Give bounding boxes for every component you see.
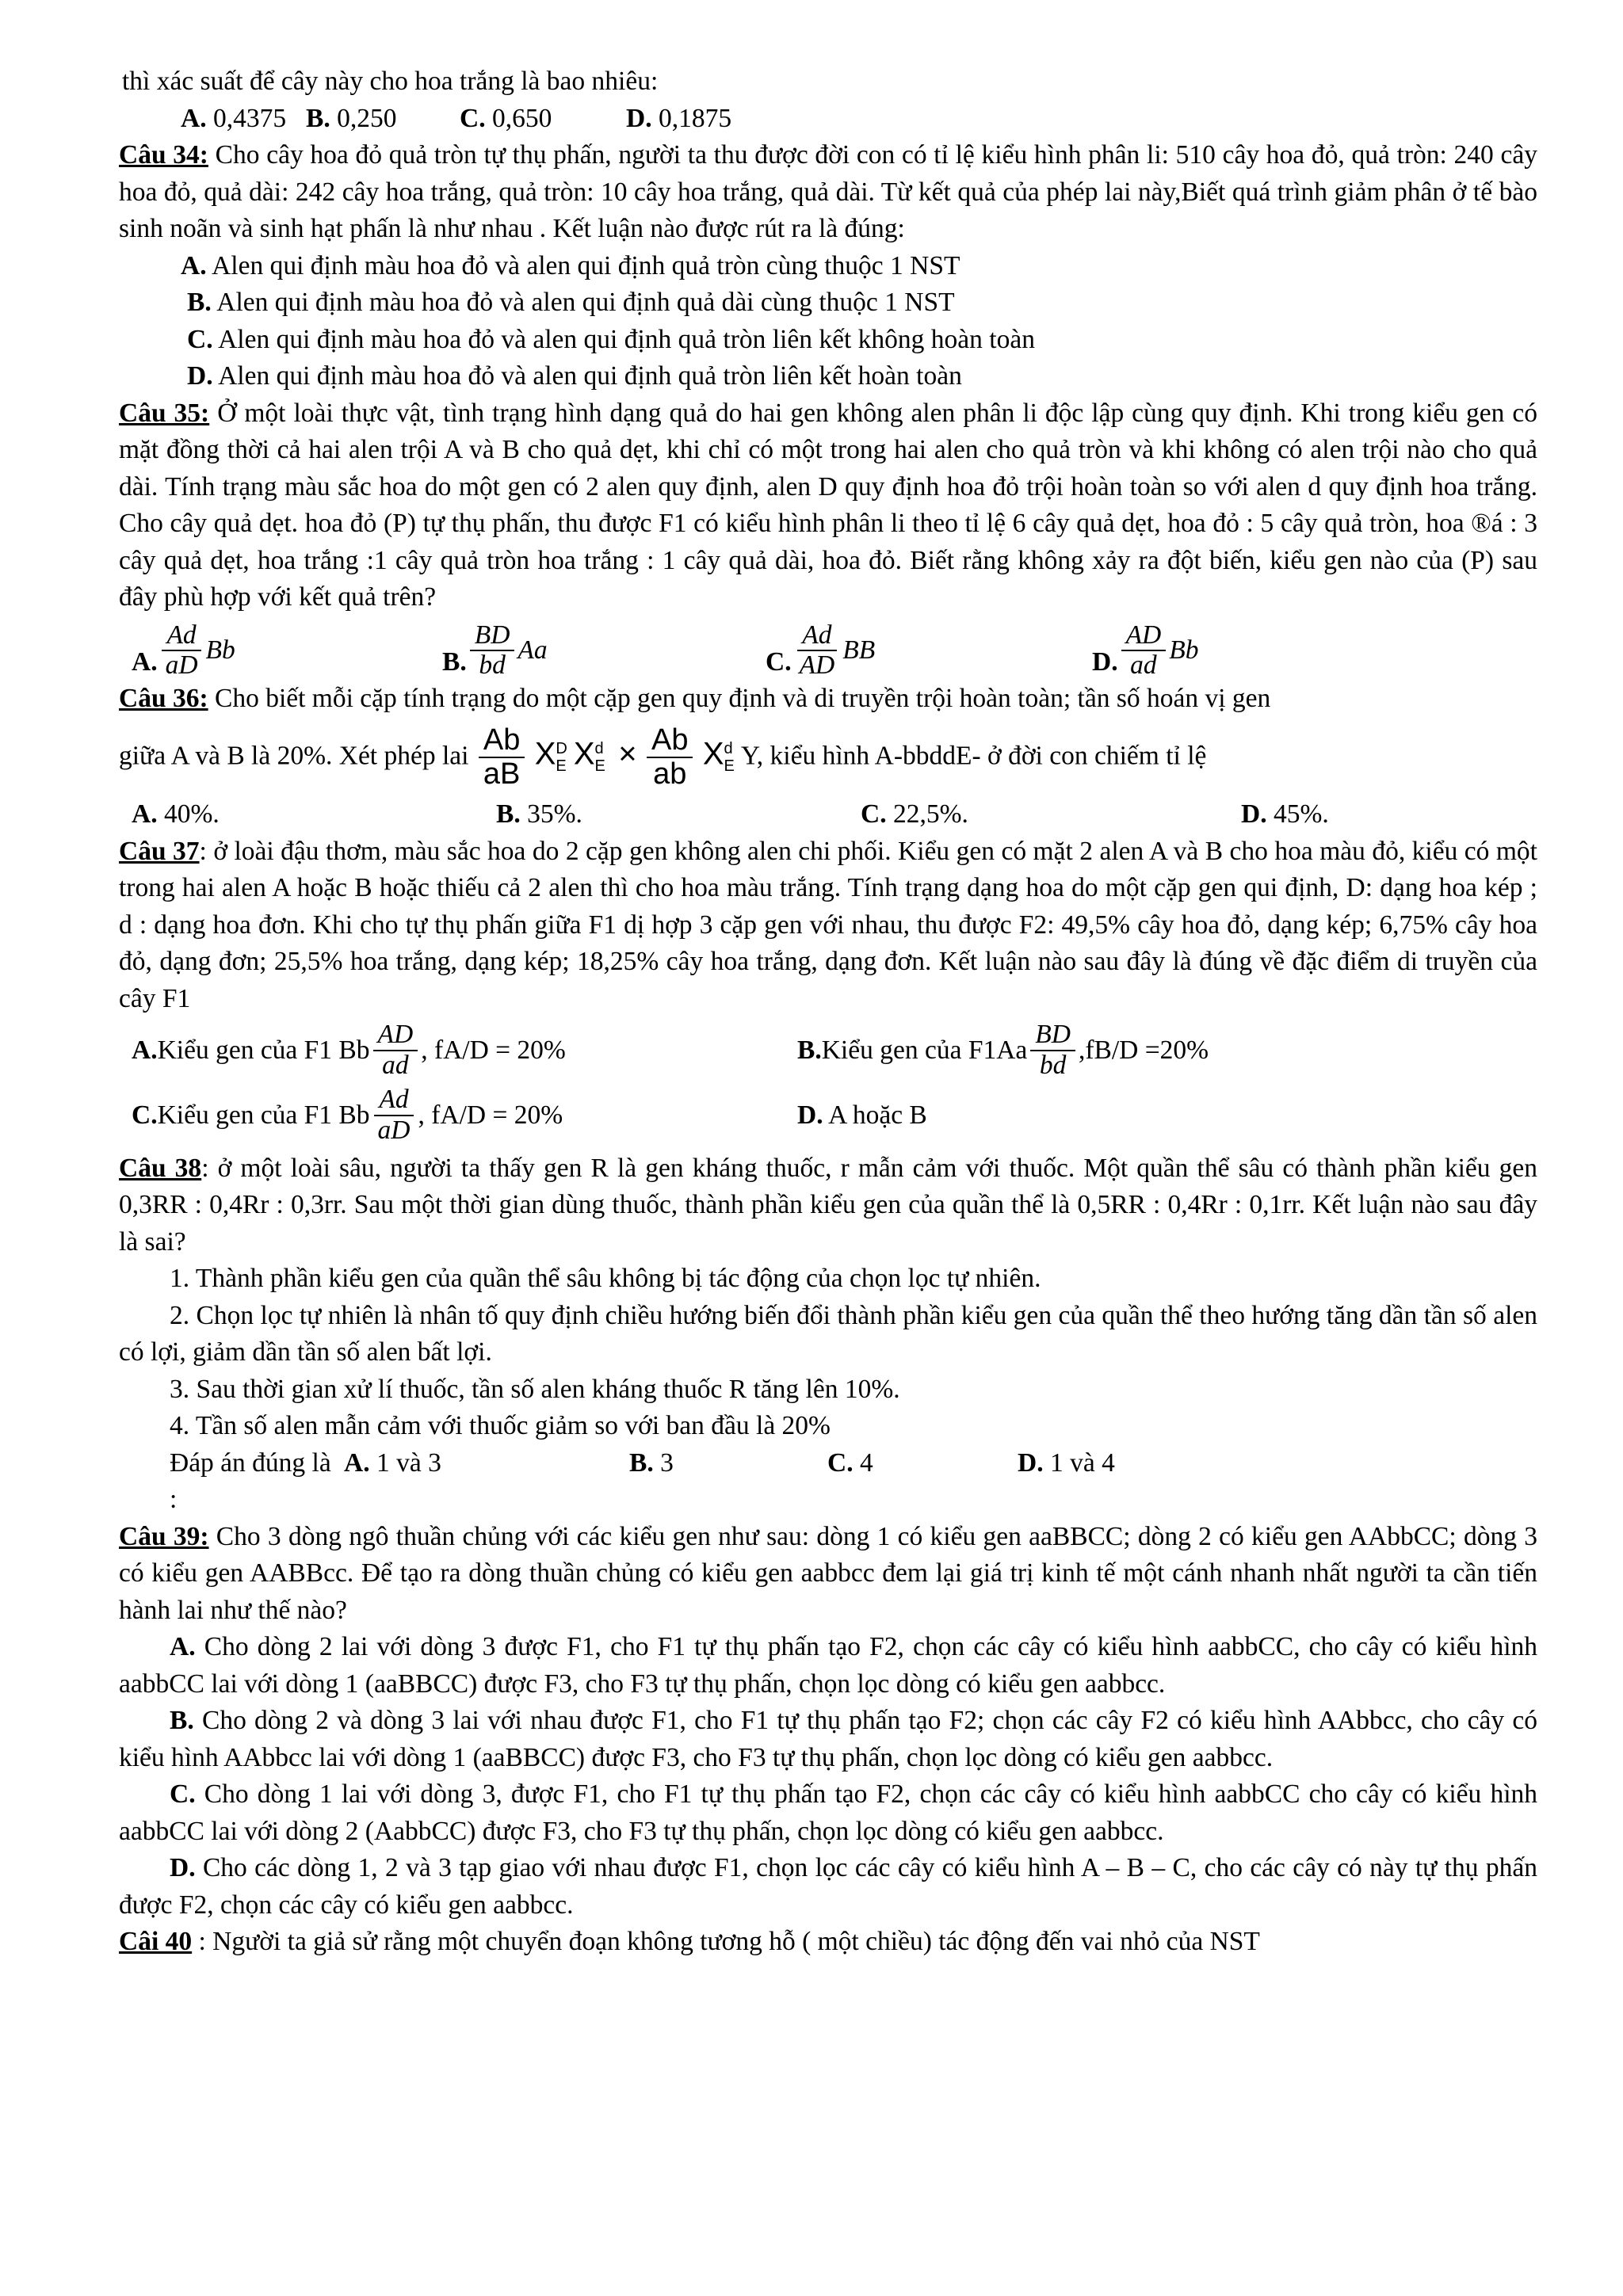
q34-option-d: D. Alen qui định màu hoa đỏ và alen qui định quả tròn liên kết hoàn toàn bbox=[187, 361, 962, 391]
q36-stem: Câu 36: Cho biết mỗi cặp tính trạng do một cặp gen quy định và di truyền trội hoàn toàn; tần số hoán vị gen bbox=[119, 684, 1271, 714]
genotype-fraction: $\frac{BD}{bd}$ bbox=[470, 621, 515, 681]
q34-stem: Câu 34: Cho cây hoa đỏ quả tròn tự thụ phấn, người ta thu được đời con có tỉ lệ kiểu hình phân li: 510 cây hoa đỏ, quả tròn: 240 cây hoa đỏ, quả dài: 242 cây hoa trắng, quả tròn: 10 cây hoa trắng, quả dài. Từ kết quả của phép lai này,Biết quá trình giảm phân ở tế bào sinh noãn và sinh hạt phấn là như nhau . Kết luận nào được rút ra là đúng: bbox=[119, 140, 1538, 243]
q37-stem: Câu 37: ở loài đậu thơm, màu sắc hoa do 2 cặp gen không alen chi phối. Kiểu gen có mặt 2 alen A và B cho hoa màu đỏ, kiểu có một trong hai alen A hoặc B hoặc thiếu cả 2 alen thì cho hoa màu trắng. Tính trạng dạng hoa do một cặp gen qui định, D: dạng hoa kép ; d : dạng hoa đơn. Khi cho tự thụ phấn giữa F1 dị hợp 3 cặp gen với nhau, thu được F2: 49,5% cây hoa đỏ, dạng kép; 6,75% cây hoa đỏ, dạng đơn; 25,5% hoa trắng, dạng kép; 18,25% cây hoa trắng, dạng đơn. Kết luận nào sau đây là đúng về đặc điểm di truyền của cây F1 bbox=[119, 836, 1537, 1013]
genotype-fraction: $\frac{AD}{ad}$ bbox=[1121, 621, 1167, 681]
genotype-fraction: $\frac{AD}{ad}$ bbox=[373, 1020, 418, 1081]
q39-option-d: D. Cho các dòng 1, 2 và 3 tạp giao với nhau được F1, chọn lọc các cây có kiểu hình A – B – C, cho các cây có này tự thụ phấn được F2, chọn các cây có kiểu gen aabbcc. bbox=[119, 1853, 1537, 1920]
q37-option-d: D. A hoặc B bbox=[797, 1100, 927, 1130]
q34-option-b: B. Alen qui định màu hoa đỏ và alen qui định quả dài cùng thuộc 1 NST bbox=[187, 288, 955, 317]
q37-options-row-1 bbox=[119, 1020, 1537, 1081]
q40-stem: Câi 40 : Người ta giả sử rằng một chuyển đoạn không tương hỗ ( một chiều) tác động đến vai nhỏ của NST bbox=[119, 1927, 1260, 1957]
genotype-fraction: $\frac{Ad}{aD}$ bbox=[161, 621, 203, 681]
q33-option-a: A. 0,4375 bbox=[181, 103, 287, 133]
genotype-fraction: $\frac{Ad}{AD}$ bbox=[795, 621, 840, 681]
q39-option-b: B. Cho dòng 2 và dòng 3 lai với nhau được F1, cho F1 tự thụ phấn tạo F2; chọn các cây F2 có kiểu hình AAbbcc, cho cây có kiểu hình AAbbcc lai với dòng 1 (aaBBCC) được F3, cho F3 tự thụ phấn, chọn lọc dòng có kiểu gen aabbcc. bbox=[119, 1706, 1537, 1772]
q34-option-c: C. Alen qui định màu hoa đỏ và alen qui định quả tròn liên kết không hoàn toàn bbox=[187, 324, 1035, 354]
q35-stem: Câu 35: Ở một loài thực vật, tình trạng hình dạng quả do hai gen không alen phân li độc lập cùng quy định. Khi trong kiểu gen có mặt đồng thời cả hai alen trội A và B cho quả dẹt, khi chỉ có một trong hai alen cho quả tròn và khi không có alen trội nào cho quả dài. Tính trạng màu sắc hoa do một gen có 2 alen quy định, alen D quy định hoa đỏ trội hoàn toàn so với alen d quy định hoa trắng. Cho cây quả dẹt. hoa đỏ (P) tự thụ phấn, thu được F1 có kiểu hình phân li theo tỉ lệ 6 cây quả dẹt, hoa đỏ : 5 cây quả tròn, hoa ®á : 3 cây quả dẹt, hoa trắng :1 cây quả tròn hoa trắng : 1 cây quả dài, hoa đỏ. Biết rằng không xảy ra đột biến, kiểu gen nào của (P) sau đây phù hợp với kết quả trên? bbox=[119, 398, 1537, 612]
q38-option-d: D. 1 và 4 bbox=[1018, 1447, 1115, 1478]
q33-options bbox=[119, 101, 1537, 138]
q38-item-3: 3. Sau thời gian xử lí thuốc, tần số alen kháng thuốc R tăng lên 10%. bbox=[170, 1374, 900, 1404]
q35-option-c: C. $\frac{Ad}{AD}$ BB bbox=[766, 620, 876, 681]
q36-option-d: D. 45%. bbox=[1241, 799, 1329, 830]
q39-stem: Câu 39: Cho 3 dòng ngô thuần chủng với các kiểu gen như sau: dòng 1 có kiểu gen aaBBCC; dòng 2 có kiểu gen AAbbCC; dòng 3 có kiểu gen AABBcc. Để tạo ra dòng thuần chủng có kiểu gen aabbcc đem lại giá trị kinh tế một cánh nhanh nhất người ta cần tiến hành lai như thế nào? bbox=[119, 1521, 1537, 1625]
q37-option-a: A. Kiểu gen của F1 Bb $\frac{AD}{ad}$ , fA/D = 20% bbox=[132, 1020, 566, 1081]
q36-options bbox=[119, 796, 1537, 833]
q36-option-c: C. 22,5%. bbox=[861, 799, 968, 830]
q39-heading: Câu 39: bbox=[119, 1521, 209, 1551]
q38-heading: Câu 38 bbox=[119, 1153, 202, 1183]
q34-option-a: A. Alen qui định màu hoa đỏ và alen qui định quả tròn cùng thuộc 1 NST bbox=[181, 250, 960, 280]
q35-heading: Câu 35: bbox=[119, 398, 210, 428]
q38-answer-prefix: Đáp án đúng là : bbox=[170, 1447, 331, 1515]
q36-heading: Câu 36: bbox=[119, 684, 208, 714]
q35-option-d: D. $\frac{AD}{ad}$ Bb bbox=[1092, 620, 1199, 681]
q38-item-2: 2. Chọn lọc tự nhiên là nhân tố quy định chiều hướng biến đổi thành phần kiểu gen của quần thể theo hướng tăng dần tần số alen có lợi, giảm dần tần số alen bất lợi. bbox=[119, 1300, 1537, 1367]
q37-options-row-2 bbox=[119, 1085, 1537, 1146]
q37-heading: Câu 37 bbox=[119, 836, 200, 866]
q37-option-c: C. Kiểu gen của F1 Bb $\frac{Ad}{aD}$ , fA/D = 20% bbox=[132, 1084, 563, 1145]
q36-cross-line: giữa A và B là 20%. Xét phép lai $\frac{Ab}{aB}$ X D E X d E × $\frac{Ab}{ab}$ X d E Y, kiểu hình A-bbddE- ở đời con chiếm tỉ lệ bbox=[119, 723, 1207, 791]
q38-item-1: 1. Thành phần kiểu gen của quần thể sâu không bị tác động của chọn lọc tự nhiên. bbox=[170, 1264, 1041, 1294]
q33-option-b: B. 0,250 bbox=[306, 103, 397, 133]
q33-option-c: C. 0,650 bbox=[460, 103, 552, 133]
q35-options bbox=[119, 621, 1537, 681]
q36-option-b: B. 35%. bbox=[496, 799, 582, 830]
q33-option-d: D. 0,1875 bbox=[626, 103, 732, 133]
q35-option-b: B. $\frac{BD}{bd}$ Aa bbox=[442, 620, 548, 681]
q34-heading: Câu 34: bbox=[119, 140, 208, 170]
genotype-fraction: $\frac{Ad}{aD}$ bbox=[373, 1085, 415, 1146]
document-page bbox=[119, 63, 1537, 1961]
q33-tail-text: thì xác suất để cây này cho hoa trắng là bao nhiêu: bbox=[122, 67, 659, 96]
q38-option-b: B. 3 bbox=[629, 1447, 674, 1478]
q37-option-b: B. Kiểu gen của F1Aa $\frac{BD}{bd}$ ,fB/D =20% bbox=[797, 1020, 1209, 1081]
q36-option-a: A. 40%. bbox=[132, 799, 220, 830]
q38-options bbox=[119, 1445, 1537, 1519]
q39-option-c: C. Cho dòng 1 lai với dòng 3, được F1, cho F1 tự thụ phấn tạo F2, chọn các cây có kiểu hình aabbCC cho cây có kiểu hình aabbCC lai với dòng 2 (AabbCC) được F3, cho F3 tự thụ phấn, chọn lọc dòng có kiểu gen aabbcc. bbox=[119, 1779, 1537, 1846]
q38-item-4: 4. Tần số alen mẫn cảm với thuốc giảm so với ban đầu là 20% bbox=[170, 1411, 831, 1441]
q38-option-a: A. 1 và 3 bbox=[344, 1447, 441, 1478]
q38-option-c: C. 4 bbox=[827, 1447, 873, 1478]
q35-option-a: A. $\frac{Ad}{aD}$ Bb bbox=[132, 620, 235, 681]
genotype-fraction: $\frac{BD}{bd}$ bbox=[1030, 1020, 1075, 1081]
cross-fraction-2: $\frac{Ab}{ab}$ bbox=[647, 724, 693, 792]
cross-fraction-1: $\frac{Ab}{aB}$ bbox=[479, 724, 525, 792]
q39-option-a: A. Cho dòng 2 lai với dòng 3 được F1, cho F1 tự thụ phấn tạo F2, chọn các cây có kiểu hình aabbCC, cho cây có kiểu hình aabbCC lai với dòng 1 (aaBBCC) được F3, cho F3 tự thụ phấn, chọn lọc dòng có kiểu gen aabbcc. bbox=[119, 1632, 1537, 1699]
q38-stem: Câu 38: ở một loài sâu, người ta thấy gen R là gen kháng thuốc, r mẫn cảm với thuốc. Một quần thể sâu có thành phần kiểu gen 0,3RR : 0,4Rr : 0,3rr. Sau một thời gian dùng thuốc, thành phần kiểu gen của quần thể là 0,5RR : 0,4Rr : 0,1rr. Kết luận nào sau đây là sai? bbox=[119, 1153, 1537, 1257]
q40-heading: Câi 40 bbox=[119, 1927, 193, 1957]
